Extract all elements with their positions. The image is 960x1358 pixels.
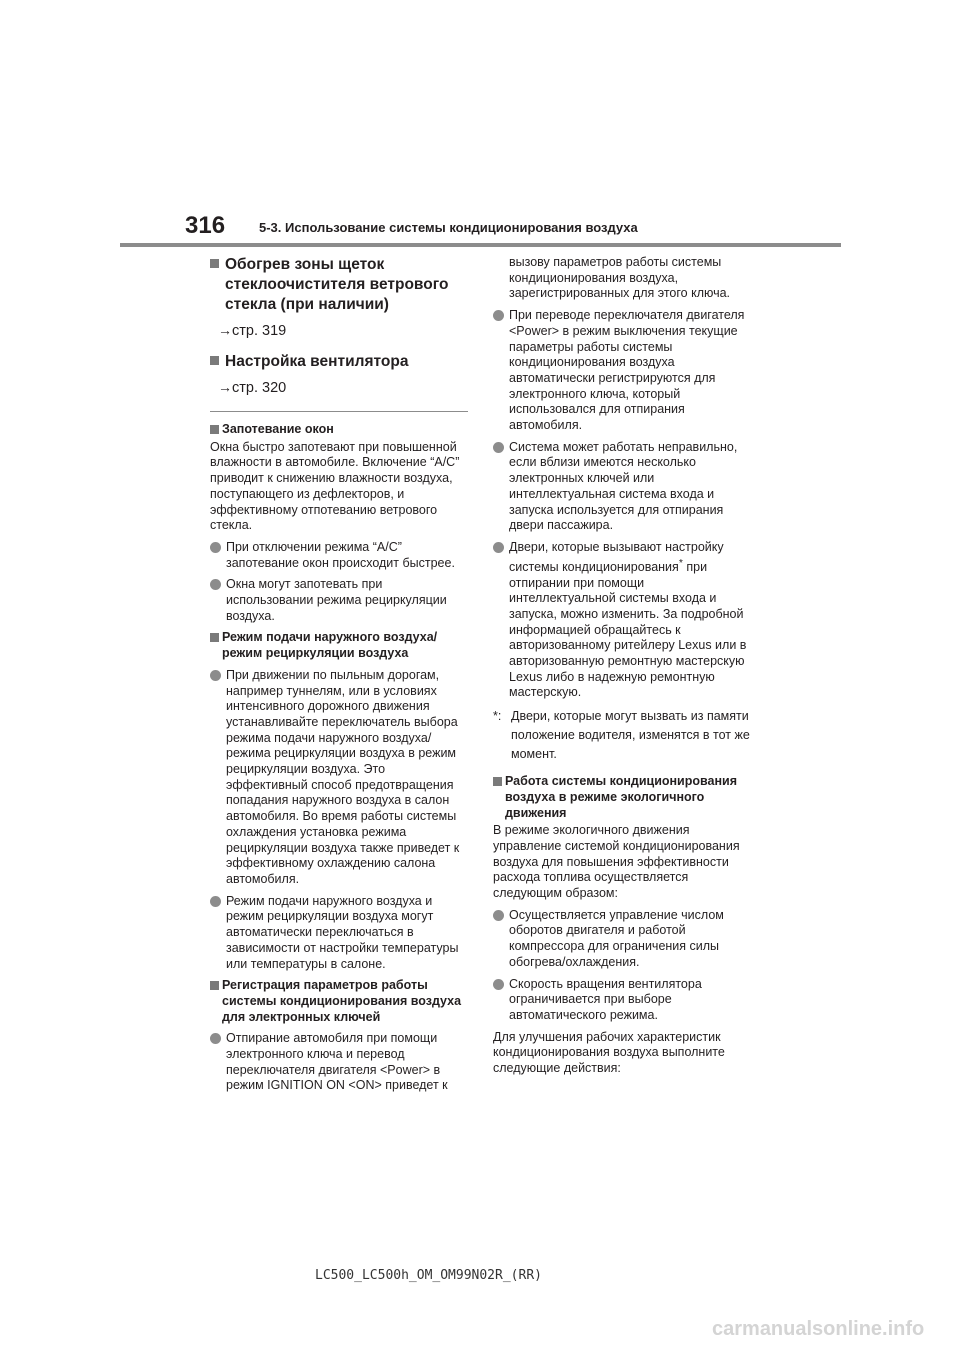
document-code-footer: LC500_LC500h_OM_OM99N02R_(RR) xyxy=(315,1268,542,1283)
list-item-continuation: вызову параметров работы системы кондиционирования воздуха, зарегистрированных для этого ключа. xyxy=(509,255,731,301)
footnote-text: Двери, которые могут вызвать из памяти положение водителя, изменятся в тот же момент. xyxy=(511,709,750,762)
circle-bullet-icon xyxy=(210,542,221,553)
square-bullet-icon xyxy=(493,777,502,786)
subheading-window-fogging xyxy=(210,422,468,438)
subheading-text: Запотевание окон xyxy=(222,422,334,436)
page-reference-text: стр. 319 xyxy=(232,323,287,339)
list-item xyxy=(210,540,468,571)
footnote-mark: *: xyxy=(493,709,502,724)
list-item xyxy=(493,908,753,971)
heading-wiper-deicer xyxy=(210,255,468,315)
list-item xyxy=(493,540,753,701)
circle-bullet-icon xyxy=(493,542,504,553)
square-bullet-icon xyxy=(210,356,219,365)
subheading-text: Регистрация параметров работы системы кондиционирования воздуха для электронных ключей xyxy=(222,978,462,1024)
circle-bullet-icon xyxy=(210,896,221,907)
square-bullet-icon xyxy=(210,633,219,642)
paragraph: Окна быстро запотевают при повышенной влажности в автомобиле. Включение “A/C” приводит к снижению влажности воздуха, поступающего из дефлекторов, и эффективному отпотеванию ветрового стекла. xyxy=(210,439,460,533)
page-reference[interactable] xyxy=(218,378,468,397)
list-item xyxy=(493,977,753,1024)
circle-bullet-icon xyxy=(493,442,504,453)
list-item-text: Окна могут запотевать при использовании режима рециркуляции воздуха. xyxy=(226,577,447,623)
list-item xyxy=(210,577,468,624)
list-item-text: Отпирание автомобиля при помощи электронного ключа и перевод переключателя двигателя <Power> в режим IGNITION ON <ON> приведет к xyxy=(226,1031,448,1093)
square-bullet-icon xyxy=(210,981,219,990)
list-item-text: При движении по пыльным дорогам, например туннелям, или в условиях интенсивного дорожного движения устанавливайте переключатель выбора режима подачи наружного воздуха/режима рециркуляции воздуха в режим рециркуляции воздуха. Это эффективный способ предотвращения попадания наружного воздуха в салон автомобиля. Во время работы системы охлаждения установка режима рециркуляции воздуха также приведет к эффективному охлаждению салона автомобиля. xyxy=(226,667,460,886)
list-item xyxy=(493,308,753,434)
square-bullet-icon xyxy=(210,425,219,434)
watermark: carmanualsonline.info xyxy=(712,1318,925,1340)
subheading-text: Работа системы кондиционирования воздуха в режиме экологичного движения xyxy=(505,774,738,820)
circle-bullet-icon xyxy=(210,1033,221,1044)
heading-fan-settings xyxy=(210,352,468,372)
page-number: 316 xyxy=(185,212,226,239)
heading-text: Настройка вентилятора xyxy=(225,353,409,370)
page-reference[interactable] xyxy=(218,321,468,340)
arrow-right-icon: → xyxy=(218,379,232,395)
list-item-text: Осуществляется управление числом оборотов двигателя и работой компрессора для ограничения силы обогрева/охлаждения. xyxy=(509,907,724,969)
circle-bullet-icon xyxy=(493,910,504,921)
footnote-marker: * xyxy=(678,557,683,569)
list-item-text-part: Двери, которые вызывают настройку системы кондиционирования xyxy=(509,539,724,574)
left-column xyxy=(210,255,468,1100)
list-item xyxy=(493,440,753,534)
heading-text: Обогрев зоны щеток стеклоочистителя ветрового стекла (при наличии) xyxy=(225,256,449,313)
list-item-text xyxy=(509,540,753,701)
list-item-text: При отключении режима “A/C” запотевание окон происходит быстрее. xyxy=(226,539,455,570)
circle-bullet-icon xyxy=(210,579,221,590)
paragraph: В режиме экологичного движения управление системой кондиционирования воздуха для повышения эффективности расхода топлива осуществляется следующим образом: xyxy=(493,823,740,901)
list-item xyxy=(210,668,468,888)
section-divider xyxy=(210,411,468,412)
list-item-text-part: при отпирании при помощи интеллектуальной системы входа и запуска, можно изменить. За подробной информацией обращайтесь к авторизованному ритейлеру Lexus или в авторизованную ремонтную мастерскую Lexus либо в надежную ремонтную мастерскую. xyxy=(509,559,747,700)
circle-bullet-icon xyxy=(210,670,221,681)
list-item-text: Скорость вращения вентилятора ограничивается при выборе автоматического режима. xyxy=(509,976,702,1022)
list-item xyxy=(210,1031,468,1094)
list-item-text: Система может работать неправильно, если вблизи имеются несколько электронных ключей или интеллектуальная система входа и запуска используется для отпирания двери пассажира. xyxy=(509,439,738,533)
paragraph: Для улучшения рабочих характеристик кондиционирования воздуха выполните следующие действия: xyxy=(493,1029,725,1076)
square-bullet-icon xyxy=(210,259,219,268)
circle-bullet-icon xyxy=(493,310,504,321)
list-item-text: При переводе переключателя двигателя <Power> в режим выключения текущие параметры работы системы кондиционирования воздуха автоматически регистрируются для электронного ключа, который использовался для отпирания автомобиля. xyxy=(509,308,745,433)
page-reference-text: стр. 320 xyxy=(232,380,287,396)
subheading-text: Режим подачи наружного воздуха/режим рециркуляции воздуха xyxy=(222,630,438,661)
footnote xyxy=(493,707,753,764)
right-column xyxy=(493,255,753,1077)
header-rule xyxy=(120,243,841,247)
arrow-right-icon: → xyxy=(218,322,232,338)
subheading-eco-mode xyxy=(493,774,753,821)
list-item-text: Режим подачи наружного воздуха и режим рециркуляции воздуха могут автоматически переключаться в зависимости от настройки температуры или температуры в салоне. xyxy=(226,893,459,971)
subheading-air-mode xyxy=(210,630,468,661)
list-item xyxy=(210,894,468,973)
circle-bullet-icon xyxy=(493,979,504,990)
chapter-title: 5-3. Использование системы кондиционирования воздуха xyxy=(259,220,638,235)
subheading-key-registration xyxy=(210,978,468,1025)
